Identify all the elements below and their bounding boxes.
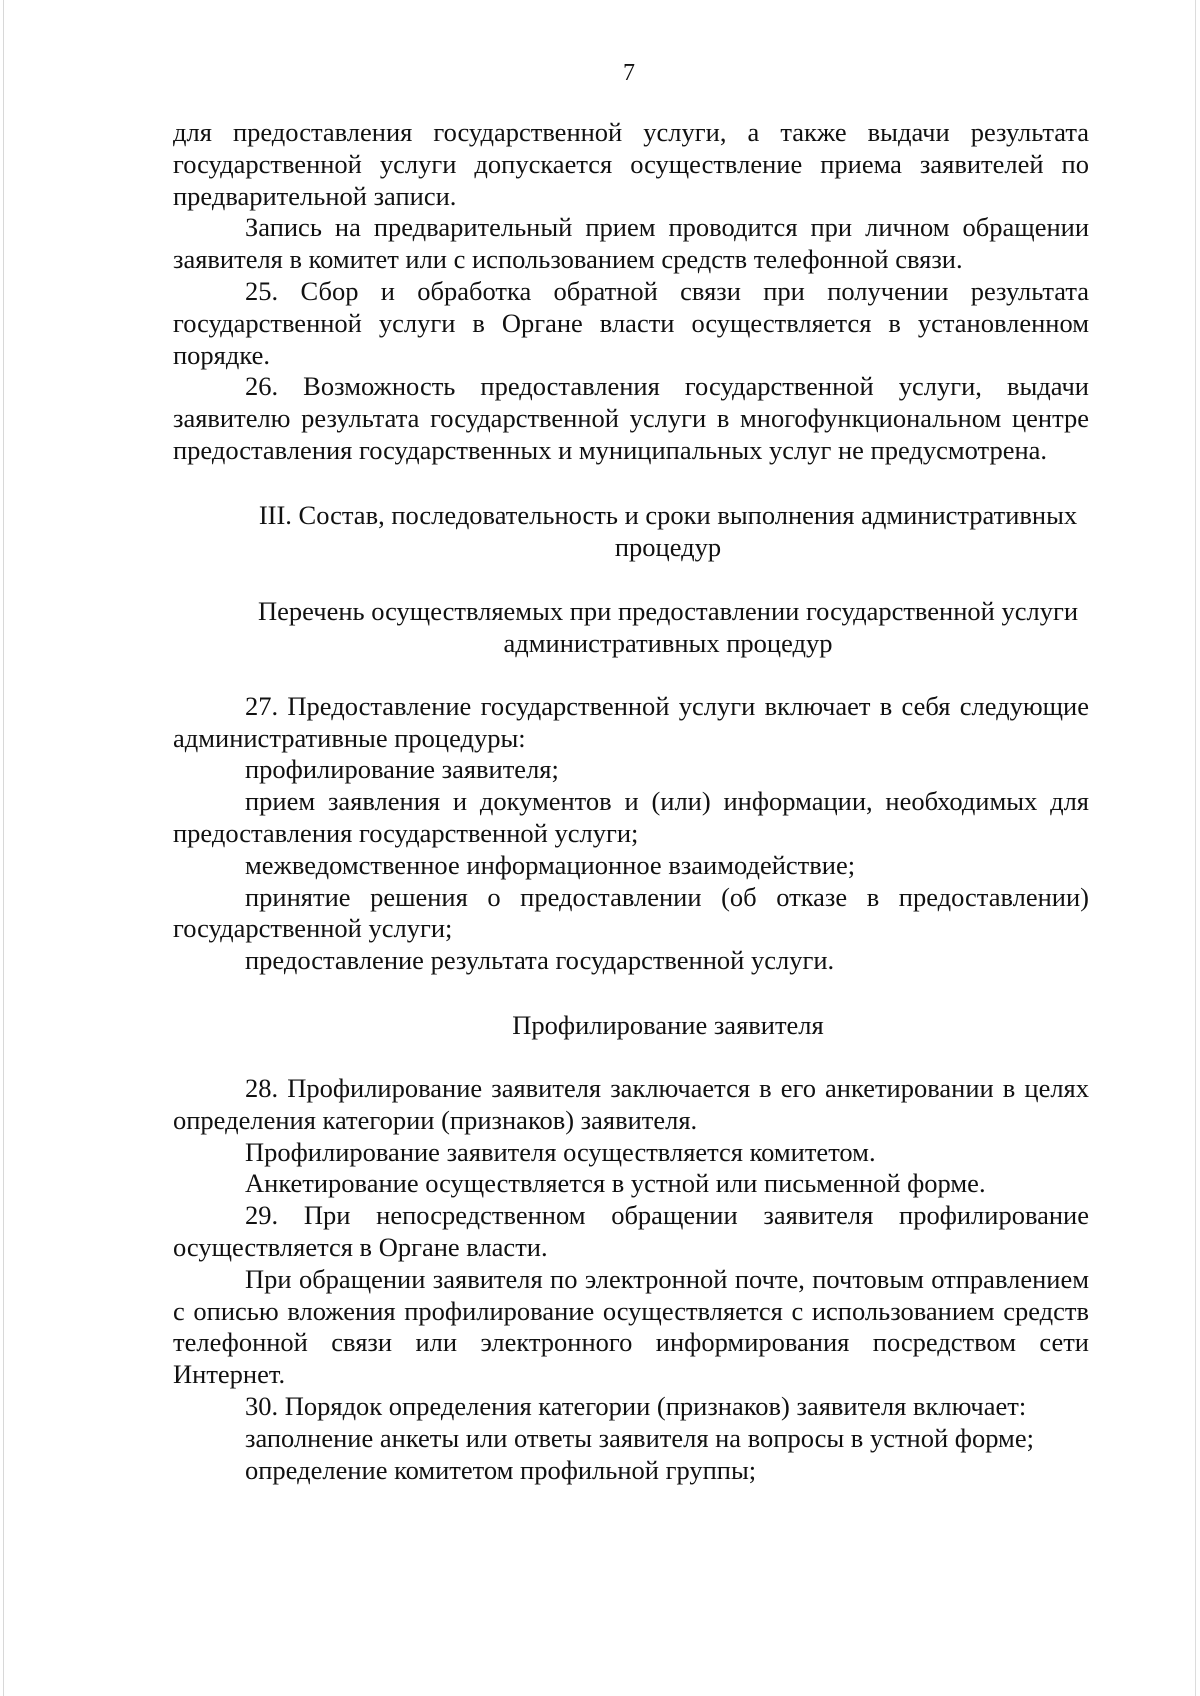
paragraph-27: 27. Предоставление государственной услуги включает в себя следующие административные процедуры: xyxy=(173,690,1089,753)
paragraph-profiling-committee: Профилирование заявителя осуществляется комитетом. xyxy=(245,1136,876,1167)
page-number: 7 xyxy=(623,60,635,86)
paragraph-29: 29. При непосредственном обращении заявителя профилирование осуществляется в Органе власти. xyxy=(173,1200,1089,1262)
paragraph-28: 28. Профилирование заявителя заключается в его анкетировании в целях определения категории (признаков) заявителя. xyxy=(173,1072,1089,1135)
document-body xyxy=(173,117,1089,1486)
paragraph-25: 25. Сбор и обработка обратной связи при получении результата государственной услуги в Органе власти осуществляется в установленном порядке. xyxy=(173,275,1089,370)
scan-edge-right xyxy=(1195,0,1196,1696)
paragraph-questionnaire-form: Анкетирование осуществляется в устной или письменной форме. xyxy=(245,1168,986,1199)
scan-edge-left xyxy=(3,0,4,1696)
subheading-procedures: Перечень осуществляемых при предоставлении государственной услуги административных процедур xyxy=(257,595,1078,658)
procedure-item: профилирование заявителя; xyxy=(245,754,559,785)
paragraph-26: 26. Возможность предоставления государственной услуги, выдачи заявителю результата государственной услуги в многофункциональном центре предоставления государственных и муниципальных услуг не предусмотрена. xyxy=(173,371,1089,465)
procedure-item: принятие решения о предоставлении (об отказе в предоставлении) государственной услуги; xyxy=(173,881,1089,944)
paragraph-continuation: для предоставления государственной услуги, а также выдачи результата государственной услуги допускается осуществление приема заявителей по предварительной записи. xyxy=(173,117,1089,211)
profiling-heading: Профилирование заявителя xyxy=(512,1009,824,1040)
procedure-item: предоставление результата государственной услуги. xyxy=(245,945,835,976)
paragraph-appointment: Запись на предварительный прием проводится при личном обращении заявителя в комитет или с использованием средств телефонной связи. xyxy=(173,212,1089,275)
procedure-item: межведомственное информационное взаимодействие; xyxy=(245,849,856,880)
procedure-item: прием заявления и документов и (или) информации, необходимых для предоставления государственной услуги; xyxy=(173,786,1089,848)
procedure-step-item: заполнение анкеты или ответы заявителя на вопросы в устной форме; xyxy=(245,1422,1034,1453)
procedure-step-item: определение комитетом профильной группы; xyxy=(245,1454,757,1485)
paragraph-remote-profiling: При обращении заявителя по электронной почте, почтовым отправлением с описью вложения профилирование осуществляется с использованием средств телефонной связи или электронного информирования посредством сети Интернет. xyxy=(173,1263,1089,1390)
paragraph-30: 30. Порядок определения категории (признаков) заявителя включает: xyxy=(245,1390,1027,1421)
section-heading: III. Состав, последовательность и сроки выполнения административных процедур xyxy=(258,499,1078,562)
